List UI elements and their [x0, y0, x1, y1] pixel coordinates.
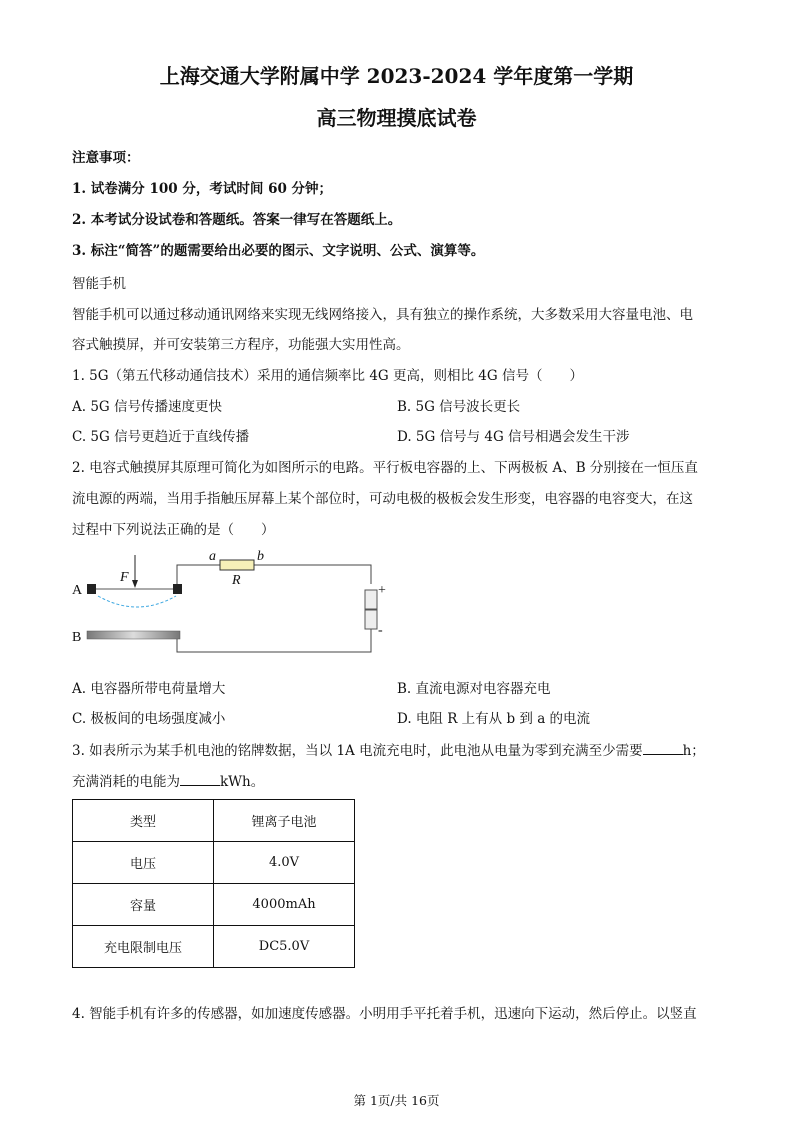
label-plate-b: B [72, 630, 82, 645]
resistor [220, 560, 254, 570]
q2-stem: 流电源的两端，当用手指触压屏幕上某个部位时，可动电极的极板会发生形变，电容器的电容变大，在这 [72, 491, 693, 507]
page-number: 第 1页/共 16页 [353, 1093, 440, 1108]
table-cell: 容量 [73, 884, 214, 926]
table-cell: 充电限制电压 [73, 926, 214, 968]
q3-stem-text: 3. 如表所示为某手机电池的铭牌数据，当以 1A 电流充电时，此电池从电量为零到充满至少需要 [72, 743, 643, 759]
q3-stem [72, 771, 264, 792]
table-cell: DC5.0V [214, 926, 355, 968]
q1-option-b: B. 5G 信号波长更长 [397, 399, 521, 415]
table-row [73, 884, 355, 926]
q2-option-c: C. 极板间的电场强度减小 [72, 711, 226, 727]
q1-option-a: A. 5G 信号传播速度更快 [72, 399, 222, 415]
plate-a-right-terminal [173, 584, 182, 594]
label-b: b [257, 549, 264, 564]
label-r: R [232, 573, 241, 588]
q2-option-b: B. 直流电源对电容器充电 [397, 681, 551, 697]
table-row [73, 842, 355, 884]
table-cell: 类型 [73, 800, 214, 842]
q3-unit: kWh。 [220, 774, 265, 790]
notice-item: 3. 标注“简答”的题需要给出必要的图示、文字说明、公式、演算等。 [72, 243, 485, 259]
notice-heading: 注意事项： [72, 150, 140, 166]
circuit-wire [177, 565, 371, 652]
q2-option-d: D. 电阻 R 上有从 b 到 a 的电流 [397, 711, 591, 727]
q2-stem: 过程中下列说法正确的是（ ） [72, 522, 275, 538]
section-intro: 容式触摸屏，并可安装第三方程序，功能强大实用性高。 [72, 337, 410, 353]
label-f: F [120, 570, 129, 585]
table-row [73, 800, 355, 842]
q3-unit: h； [682, 743, 705, 759]
table-cell: 锂离子电池 [214, 800, 355, 842]
circuit-diagram [60, 540, 386, 670]
section-intro: 智能手机可以通过移动通讯网络来实现无线网络接入，具有独立的操作系统，大多数采用大容量电池、电 [72, 307, 693, 323]
deformed-plate [98, 596, 176, 607]
table-cell: 电压 [73, 842, 214, 884]
table-cell: 4000mAh [214, 884, 355, 926]
battery-cell [365, 610, 377, 629]
notice-item: 2. 本考试分设试卷和答题纸。答案一律写在答题纸上。 [72, 212, 402, 228]
q1-stem: 1. 5G（第五代移动通信技术）采用的通信频率比 4G 更高，则相比 4G 信号（ ） [72, 368, 583, 384]
answer-blank [643, 740, 683, 755]
q4-stem: 4. 智能手机有许多的传感器，如加速度传感器。小明用手平托着手机，迅速向下运动，然后停止。以竖直 [72, 1006, 697, 1022]
q3-stem-text: 充满消耗的电能为 [72, 774, 180, 790]
answer-blank [180, 771, 220, 786]
q2-stem: 2. 电容式触摸屏其原理可简化为如图所示的电路。平行板电容器的上、下两极板 A、B 分别接在一恒压直 [72, 460, 698, 476]
label-a: a [209, 549, 216, 564]
table-cell: 4.0V [214, 842, 355, 884]
section-title: 智能手机 [72, 276, 126, 292]
plate-a-left-terminal [87, 584, 96, 594]
battery-cell [365, 590, 377, 609]
label-plate-a: A [72, 583, 83, 598]
q3-stem [72, 740, 705, 761]
arrow-head-icon [132, 580, 138, 588]
q1-option-d: D. 5G 信号与 4G 信号相遇会发生干涉 [397, 429, 630, 445]
notice-item: 1. 试卷满分 100 分，考试时间 60 分钟； [72, 181, 333, 197]
q2-option-a: A. 电容器所带电荷量增大 [72, 681, 226, 697]
exam-title: 上海交通大学附属中学 2023-2024 学年度第一学期 [159, 64, 634, 88]
label-minus: - [378, 623, 383, 638]
q1-option-c: C. 5G 信号更趋近于直线传播 [72, 429, 250, 445]
table-row [73, 926, 355, 968]
battery-spec-table [72, 799, 355, 968]
exam-subtitle: 高三物理摸底试卷 [316, 106, 477, 130]
plate-b [87, 631, 180, 639]
label-plus: + [378, 583, 386, 598]
